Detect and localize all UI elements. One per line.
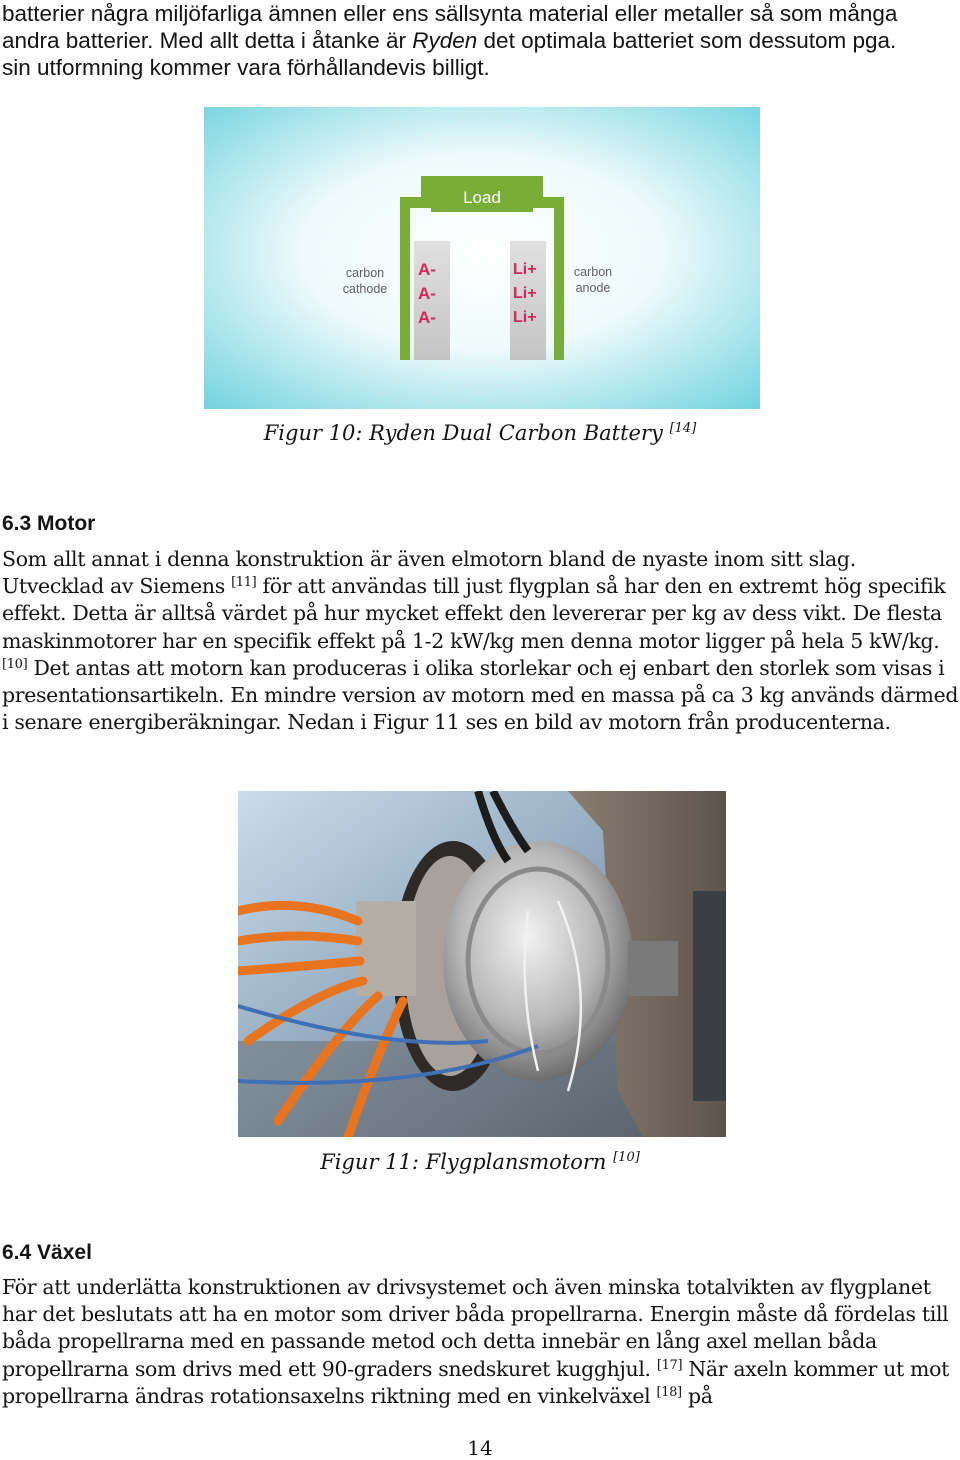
battery-diagram-svg (204, 107, 760, 409)
intro-line-2-start: andra batterier. Med allt detta i åtanke är (2, 28, 413, 53)
diagram-background (204, 107, 760, 409)
motor-ref-10: [10] (2, 656, 28, 672)
vaxel-ref-17: [17] (656, 1357, 683, 1373)
motor-housing (443, 841, 633, 1081)
anode-ion-3: Li+ (513, 309, 537, 326)
motor-text-2: för att användas till just flygplan så har den en extremt hög specifik effekt. Detta är alltså värdet på hur mycket effekt den levererar per kg av dess vikt. De flesta maskinmotorer har en specifik effekt på 1-2 kW/kg men denna motor ligger på hela 5 kW/kg. (2, 574, 946, 653)
figure-11-caption-text: Figur 11: Flygplansmotorn (320, 1150, 607, 1174)
motor-shaft (628, 941, 678, 996)
intro-line-1: batterier några miljöfarliga ämnen eller ens sällsynta material eller metaller så som många (2, 1, 898, 26)
load-label: Load (463, 188, 501, 207)
motor-ref-11: [11] (231, 575, 257, 591)
cathode-label-line-1: carbon (345, 266, 385, 280)
motor-text-1: Som allt annat i denna konstruktion är även elmotorn bland de nyaste inom sitt slag. Utvecklad av Siemens (2, 547, 856, 599)
vaxel-text-2: När axeln kommer ut mot propellrarna ändras rotationsaxelns riktning med en vinkelväxel (2, 1356, 950, 1408)
cathode-ion-2: A- (418, 284, 436, 303)
anode-ion-2: Li+ (513, 285, 537, 302)
figure-10-caption-ref: [14] (669, 421, 697, 436)
vaxel-text-3: på (681, 1383, 713, 1408)
intro-line-2-end: det optimala batteriet som dessutom pga. (477, 28, 897, 53)
intro-ryden-emphasis: Ryden (412, 28, 478, 53)
page-number: 14 (467, 1436, 493, 1460)
motor-paragraph (2, 546, 960, 736)
figure-11-caption-ref: [10] (613, 1150, 640, 1165)
cathode-ion-3: A- (418, 308, 436, 327)
section-heading-vaxel: 6.4 Växel (2, 1241, 92, 1264)
vaxel-paragraph (2, 1274, 960, 1410)
intro-line-3: sin utformning kommer vara förhållandevis billigt. (2, 55, 490, 80)
vaxel-text-1: För att underlätta konstruktionen av drivsystemet och även minska totalvikten av flygplanet har det beslutats att ha en motor som driver båda propellrarna. Energin måste då fördelas till båda propellrarna med en passande metod och detta innebär en lång axel mellan båda propellrarna som drivs med ett 90-graders snedskuret kugghjul. (2, 1275, 949, 1381)
figure-10-caption (0, 421, 960, 445)
anode-label-line-1: carbon (573, 265, 613, 279)
motor-text-3: Det antas att motorn kan produceras i olika storlekar och ej enbart den storlek som visas i presentationsartikeln. En mindre version av motorn med en massa på ca 3 kg används därmed i senare energiberäkningar. Nedan i Figur 11 ses en bild av motorn från producenterna. (2, 655, 959, 735)
figure-11-caption (0, 1150, 960, 1174)
cathode-ion-1: A- (418, 260, 436, 279)
vaxel-ref-18: [18] (656, 1384, 682, 1400)
intro-paragraph (2, 0, 958, 81)
grille-panel (693, 891, 726, 1101)
figure-10-battery-diagram (204, 107, 760, 409)
figure-10-caption-text: Figur 10: Ryden Dual Carbon Battery (263, 421, 663, 445)
anode-ion-1: Li+ (513, 261, 537, 278)
section-heading-motor: 6.3 Motor (2, 512, 96, 535)
motor-photo-svg (238, 791, 726, 1137)
figure-11-motor-photo (238, 791, 726, 1137)
cathode-label-line-2: cathode (342, 282, 388, 296)
anode-label-line-2: anode (575, 281, 611, 295)
